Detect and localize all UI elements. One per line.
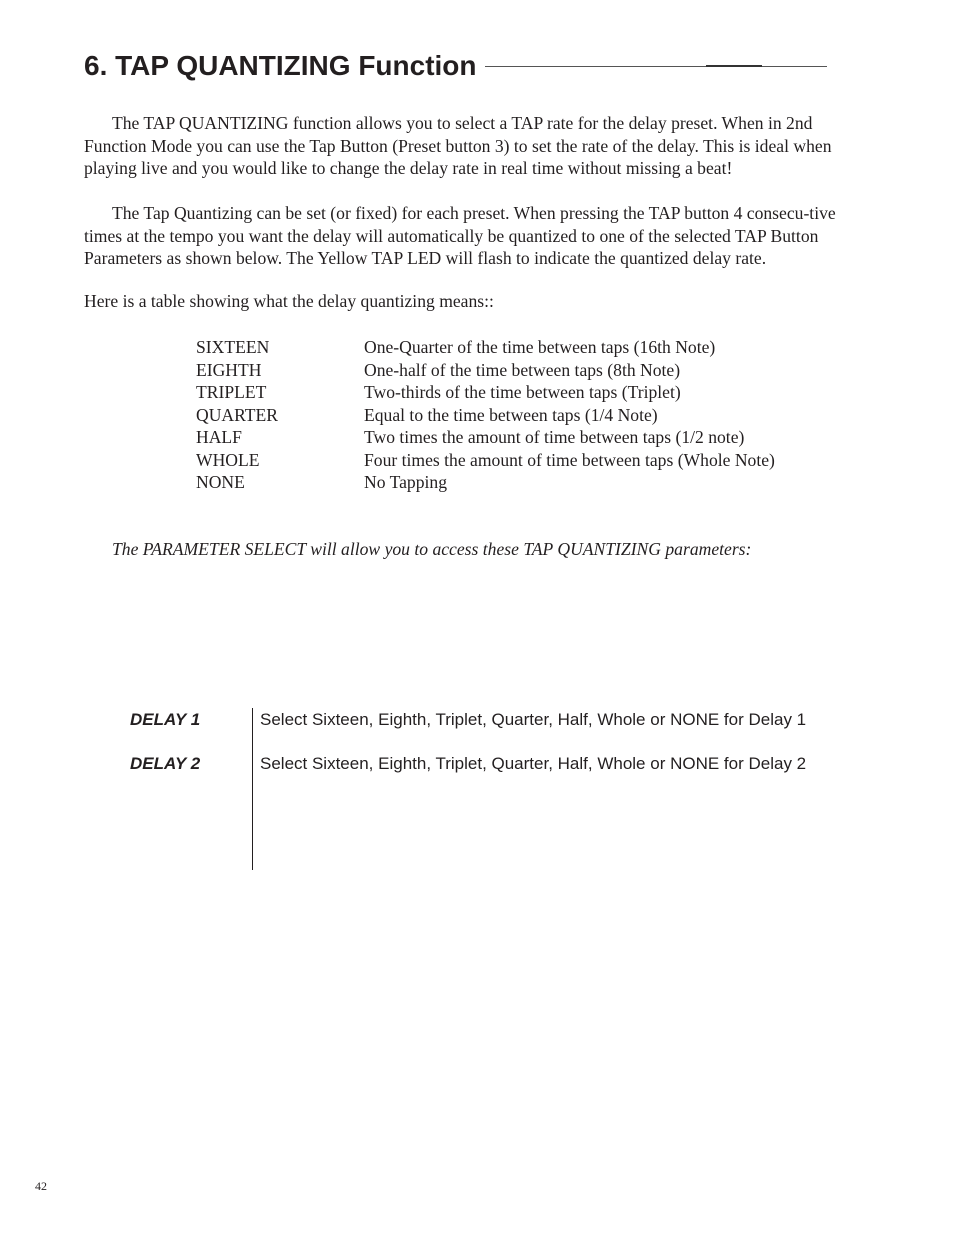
quantize-description: Equal to the time between taps (1/4 Note) xyxy=(364,404,658,425)
table-row xyxy=(196,359,836,382)
table-row xyxy=(196,471,836,494)
quantize-name: EIGHTH xyxy=(196,359,262,380)
quantize-description: One-Quarter of the time between taps (16th Note) xyxy=(364,337,716,357)
title-rule xyxy=(485,66,827,67)
parameter-list xyxy=(0,700,954,870)
section-heading xyxy=(84,46,829,90)
tap-quantizing-paragraph: The Tap Quantizing can be set (or fixed) for each preset. When pressing the TAP button 4 consecu-tive times at the tempo you want the delay will automatically be quantized to one of the selected TAP Button Parameters as shown below. The Yellow TAP LED will flash to indicate the quantized delay rate. xyxy=(84,203,836,268)
parameter-name: DELAY 2 xyxy=(130,754,201,773)
parameter-name: DELAY 1 xyxy=(130,710,201,729)
quantize-name: QUARTER xyxy=(196,404,279,425)
intro-paragraph: The TAP QUANTIZING function allows you to select a TAP rate for the delay preset. When in 2nd Function Mode you can use the Tap Button (Preset button 3) to set the rate of the delay. This is ideal when playing live and you would like to change the delay rate in real time without missing a beat! xyxy=(84,113,832,178)
table-row xyxy=(196,336,836,359)
quantize-description: One-half of the time between taps (8th Note) xyxy=(364,359,681,380)
parameter-row-delay-1 xyxy=(0,705,954,735)
table-row xyxy=(196,449,836,472)
table-row xyxy=(196,381,836,404)
page-title: 6. TAP QUANTIZING Function xyxy=(84,50,477,81)
quantize-description: Two-thirds of the time between taps (Triplet) xyxy=(364,382,681,402)
quantize-name: HALF xyxy=(196,427,242,447)
parameter-row-delay-2 xyxy=(0,749,954,779)
title-rule-accent xyxy=(706,65,762,67)
quantize-name: WHOLE xyxy=(196,449,260,470)
table-row xyxy=(196,404,836,427)
quantize-description: Four times the amount of time between taps (Whole Note) xyxy=(364,449,775,470)
parameter-description: Select Sixteen, Eighth, Triplet, Quarter, Half, Whole or NONE for Delay 2 xyxy=(260,754,807,773)
parameter-select-note: The PARAMETER SELECT will allow you to access these TAP QUANTIZING parameters: xyxy=(112,539,752,559)
quantize-name: SIXTEEN xyxy=(196,337,270,357)
table-row xyxy=(196,426,836,449)
quantize-description: Two times the amount of time between taps (1/2 note) xyxy=(364,427,745,447)
quantize-description: No Tapping xyxy=(364,472,447,492)
quantize-table xyxy=(196,336,836,494)
table-intro-paragraph: Here is a table showing what the delay quantizing means:: xyxy=(84,291,494,311)
quantize-name: NONE xyxy=(196,472,245,492)
quantize-name: TRIPLET xyxy=(196,382,267,402)
parameter-description: Select Sixteen, Eighth, Triplet, Quarter, Half, Whole or NONE for Delay 1 xyxy=(260,710,807,729)
page-number: 42 xyxy=(35,1179,47,1193)
